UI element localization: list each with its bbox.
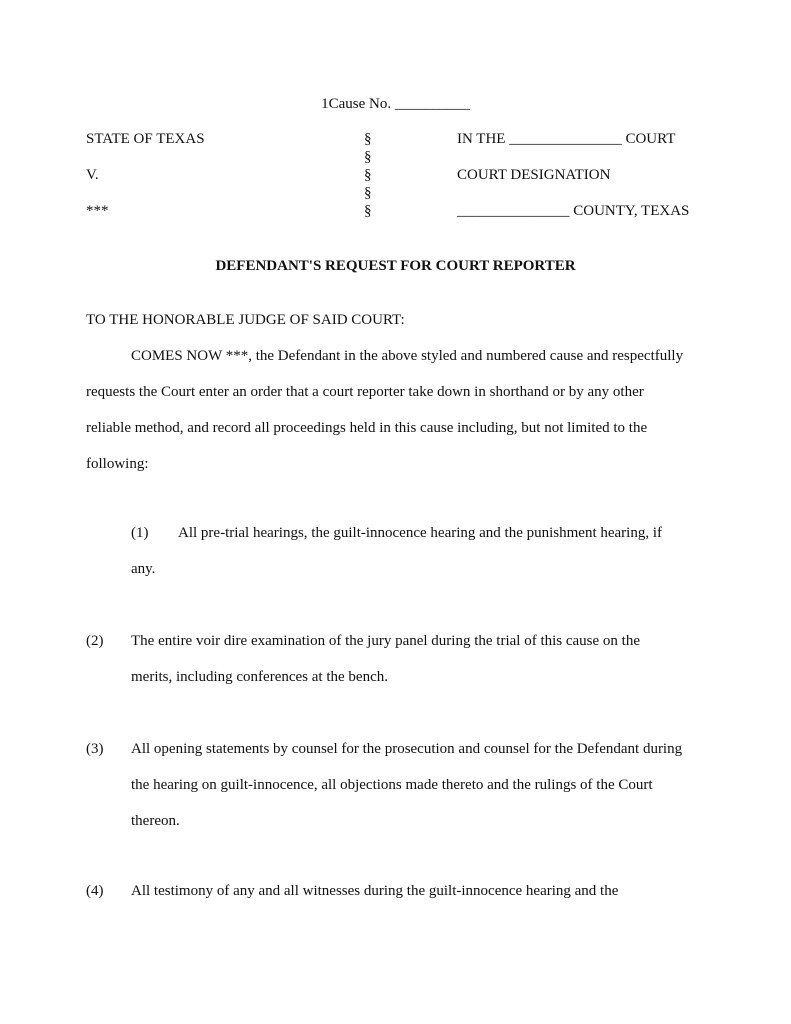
caption-versus: V.: [86, 167, 99, 183]
item-line: the hearing on guilt-innocence, all objections made thereto and the rulings of the Court: [131, 777, 653, 793]
document-title: DEFENDANT'S REQUEST FOR COURT REPORTER: [215, 258, 576, 274]
cause-number: 1Cause No. __________: [321, 96, 470, 112]
intro-line: requests the Court enter an order that a court reporter take down in shorthand or by any other: [86, 384, 644, 400]
item-line: All pre-trial hearings, the guilt-innocence hearing and the punishment hearing, if: [178, 525, 663, 541]
section-symbol: §: [364, 149, 372, 165]
caption-party-state: STATE OF TEXAS: [86, 131, 205, 147]
caption-court-designation: COURT DESIGNATION: [457, 167, 611, 183]
item-line: any.: [131, 561, 156, 577]
caption-county: _______________ COUNTY, TEXAS: [457, 203, 690, 219]
item-line: The entire voir dire examination of the jury panel during the trial of this cause on the: [131, 633, 641, 649]
section-symbol: §: [364, 131, 372, 147]
section-symbol: §: [364, 203, 372, 219]
item-line: All testimony of any and all witnesses during the guilt-innocence hearing and the: [131, 883, 619, 899]
intro-line: reliable method, and record all proceedings held in this cause including, but not limited to the: [86, 420, 648, 436]
item-number: (3): [86, 741, 104, 757]
item-number: (4): [86, 883, 104, 899]
caption-court: IN THE _______________ COURT: [457, 131, 676, 147]
item-line: All opening statements by counsel for the prosecution and counsel for the Defendant during: [131, 741, 683, 757]
intro-line: COMES NOW ***, the Defendant in the above styled and numbered cause and respectfully: [131, 348, 684, 364]
intro-line: following:: [86, 456, 149, 472]
caption-party-defendant: ***: [86, 203, 109, 219]
salutation: TO THE HONORABLE JUDGE OF SAID COURT:: [86, 312, 405, 328]
item-line: thereon.: [131, 813, 180, 829]
item-number: (2): [86, 633, 104, 649]
section-symbol: §: [364, 185, 372, 201]
item-line: merits, including conferences at the bench.: [131, 669, 388, 685]
item-number: (1): [131, 525, 149, 541]
section-symbol: §: [364, 167, 372, 183]
